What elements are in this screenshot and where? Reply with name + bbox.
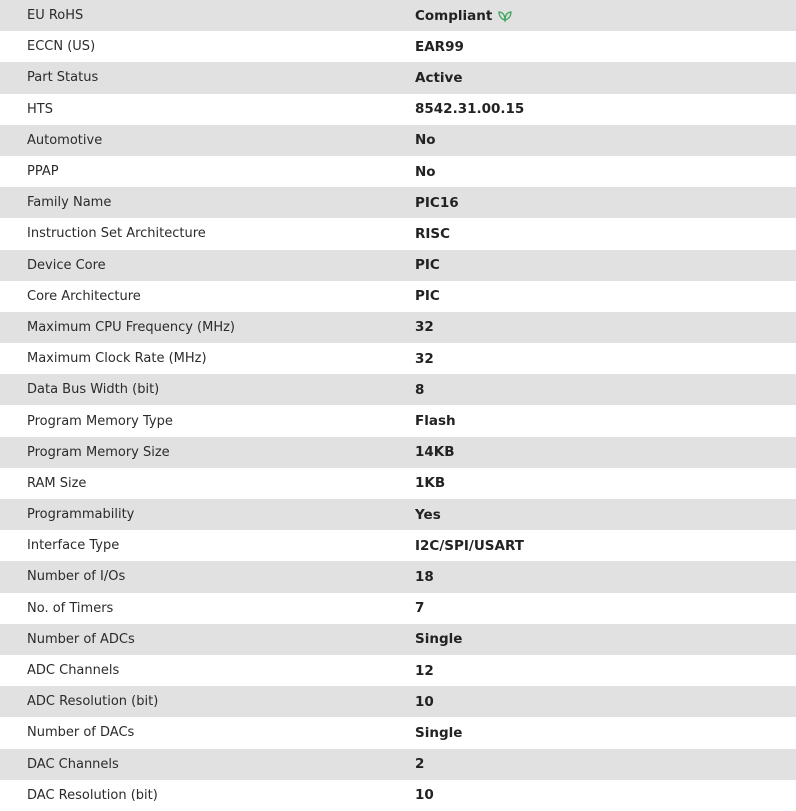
spec-value-text: Yes (415, 506, 441, 523)
spec-value-text: No (415, 132, 436, 149)
spec-label: DAC Resolution (bit) (27, 787, 158, 803)
spec-row-eccn-us (0, 31, 796, 62)
spec-value (415, 780, 796, 811)
spec-row-program-memory-size (0, 437, 796, 468)
spec-row-core-architecture (0, 281, 796, 312)
spec-value-text: Single (415, 724, 463, 741)
spec-label: ADC Resolution (bit) (27, 694, 159, 710)
spec-label: Number of I/Os (27, 569, 126, 585)
spec-value (415, 655, 796, 686)
spec-value (415, 94, 796, 125)
spec-value-text: 18 (415, 568, 434, 585)
spec-value (415, 468, 796, 499)
spec-value (415, 530, 796, 561)
spec-value (415, 218, 796, 249)
spec-value-text: I2C/SPI/USART (415, 537, 524, 554)
spec-label: Part Status (27, 70, 99, 86)
spec-value (415, 31, 796, 62)
spec-value-text: 8542.31.00.15 (415, 101, 525, 118)
spec-value (415, 281, 796, 312)
spec-row-maximum-clock-rate-mhz (0, 343, 796, 374)
spec-label: Instruction Set Architecture (27, 226, 206, 242)
spec-value-text: No (415, 163, 436, 180)
spec-row-number-of-adcs (0, 624, 796, 655)
spec-row-program-memory-type (0, 405, 796, 436)
spec-label: Maximum Clock Rate (MHz) (27, 351, 207, 367)
spec-label: Data Bus Width (bit) (27, 382, 160, 398)
spec-value (415, 156, 796, 187)
spec-row-data-bus-width-bit (0, 374, 796, 405)
spec-label: Automotive (27, 132, 103, 148)
spec-value (415, 312, 796, 343)
spec-row-family-name (0, 187, 796, 218)
spec-row-no-of-timers (0, 593, 796, 624)
spec-value-text: 1KB (415, 475, 446, 492)
spec-row-adc-channels (0, 655, 796, 686)
spec-label: Number of DACs (27, 725, 135, 741)
spec-value-text: 14KB (415, 444, 455, 461)
spec-value (415, 405, 796, 436)
spec-row-part-status (0, 62, 796, 93)
spec-value-text: 32 (415, 350, 434, 367)
spec-value (415, 437, 796, 468)
spec-row-device-core (0, 250, 796, 281)
spec-row-programmability (0, 499, 796, 530)
spec-row-number-of-i-os (0, 561, 796, 592)
spec-row-interface-type (0, 530, 796, 561)
spec-value-text: 7 (415, 600, 425, 617)
spec-value-text: Single (415, 631, 463, 648)
spec-value (415, 561, 796, 592)
spec-label: RAM Size (27, 475, 87, 491)
spec-value-text: PIC (415, 288, 440, 305)
spec-value-text: 8 (415, 381, 425, 398)
spec-label: EU RoHS (27, 8, 84, 24)
spec-label: Program Memory Type (27, 413, 173, 429)
spec-row-dac-resolution-bit (0, 780, 796, 811)
spec-row-maximum-cpu-frequency-mhz (0, 312, 796, 343)
spec-value-text: Active (415, 69, 463, 86)
spec-value-text: PIC (415, 257, 440, 274)
spec-label: Number of ADCs (27, 631, 135, 647)
spec-row-ppap (0, 156, 796, 187)
spec-value-text: 12 (415, 662, 434, 679)
spec-value (415, 624, 796, 655)
spec-value (415, 499, 796, 530)
spec-value-text: RISC (415, 225, 451, 242)
spec-value-text: 2 (415, 756, 425, 773)
spec-value (415, 686, 796, 717)
spec-label: HTS (27, 101, 53, 117)
spec-row-number-of-dacs (0, 717, 796, 748)
spec-value-text: EAR99 (415, 38, 464, 55)
spec-row-eu-rohs (0, 0, 796, 31)
spec-row-ram-size (0, 468, 796, 499)
spec-value-text: PIC16 (415, 194, 459, 211)
spec-label: Device Core (27, 257, 106, 273)
spec-value (415, 374, 796, 405)
spec-row-adc-resolution-bit (0, 686, 796, 717)
spec-label: Programmability (27, 507, 135, 523)
spec-value (415, 749, 796, 780)
spec-row-hts (0, 94, 796, 125)
spec-label: PPAP (27, 164, 59, 180)
spec-label: Core Architecture (27, 288, 141, 304)
spec-value-text: Flash (415, 413, 456, 430)
spec-value (415, 0, 796, 31)
spec-label: ECCN (US) (27, 39, 96, 55)
spec-row-dac-channels (0, 749, 796, 780)
spec-label: Family Name (27, 195, 112, 211)
spec-label: No. of Timers (27, 600, 114, 616)
spec-label: Maximum CPU Frequency (MHz) (27, 319, 235, 335)
spec-row-automotive (0, 125, 796, 156)
spec-value (415, 717, 796, 748)
spec-value (415, 593, 796, 624)
leaf-icon (498, 10, 512, 22)
spec-value-text: 10 (415, 787, 434, 804)
spec-label: ADC Channels (27, 663, 120, 679)
spec-value (415, 187, 796, 218)
spec-value (415, 125, 796, 156)
spec-label: Interface Type (27, 538, 120, 554)
spec-value (415, 343, 796, 374)
spec-label: Program Memory Size (27, 444, 170, 460)
spec-value-text: Compliant (415, 7, 493, 24)
spec-value-text: 10 (415, 693, 434, 710)
spec-value (415, 250, 796, 281)
spec-value-text: 32 (415, 319, 434, 336)
spec-row-instruction-set-architecture (0, 218, 796, 249)
spec-label: DAC Channels (27, 756, 119, 772)
spec-value (415, 62, 796, 93)
